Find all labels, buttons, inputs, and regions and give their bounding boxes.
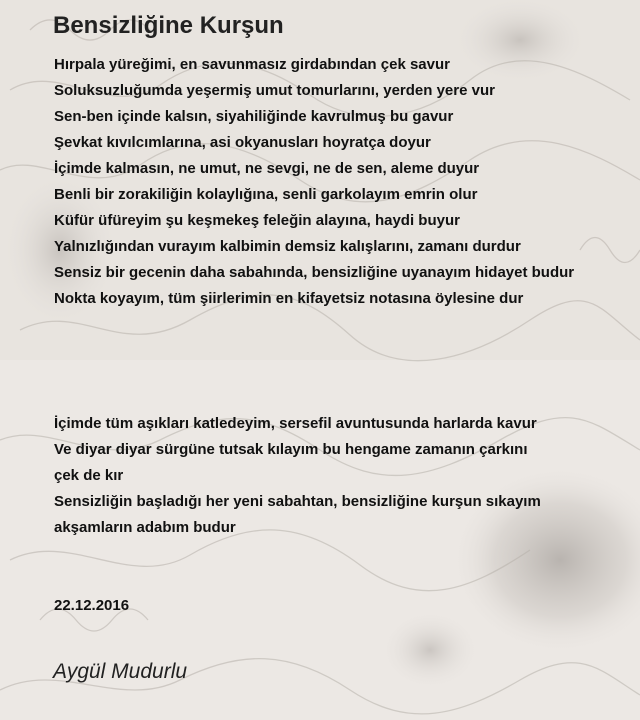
poem-line: akşamların adabım budur [54,519,236,536]
poem-title: Bensizliğine Kurşun [53,12,284,39]
poem-line: Soluksuzluğumda yeşermiş umut tomurlarını, yerden yere vur [54,82,495,99]
poem-line: İçimde kalmasın, ne umut, ne sevgi, ne de sen, aleme duyur [54,160,480,177]
poem-line: Ve diyar diyar sürgüne tutsak kılayım bu hengame zamanın çarkını [54,441,528,458]
poem-line: Hırpala yüreğimi, en savunmasız girdabından çek savur [54,56,450,73]
poem-author: Aygül Mudurlu [53,660,188,683]
poem-line: Küfür üfüreyim şu keşmekeş feleğin alayına, haydi buyur [54,212,460,229]
stanza-1 [54,52,574,312]
poem-line: Sensizliğin başladığı her yeni sabahtan, bensizliğine kurşun sıkayım [54,493,541,510]
stanza-2 [54,411,541,541]
poem-line: İçimde tüm aşıkları katledeyim, sersefil avuntusunda harlarda kavur [54,415,537,432]
poem-line: Yalnızlığından vurayım kalbimin demsiz kalışlarını, zamanı durdur [54,238,521,255]
poem-line: Nokta koyayım, tüm şiirlerimin en kifayetsiz notasına öylesine dur [54,290,524,307]
poem-line: Benli bir zorakiliğin kolaylığına, senli garkolayım emrin olur [54,186,478,203]
poem-line: Sensiz bir gecenin daha sabahında, bensizliğine uyanayım hidayet budur [54,264,575,281]
poem-line: Şevkat kıvılcımlarına, asi okyanusları hoyratça doyur [54,134,431,151]
poem-line: çek de kır [54,467,124,484]
poem-line: Sen-ben içinde kalsın, siyahiliğinde kavrulmuş bu gavur [54,108,454,125]
poem-date: 22.12.2016 [54,597,130,614]
